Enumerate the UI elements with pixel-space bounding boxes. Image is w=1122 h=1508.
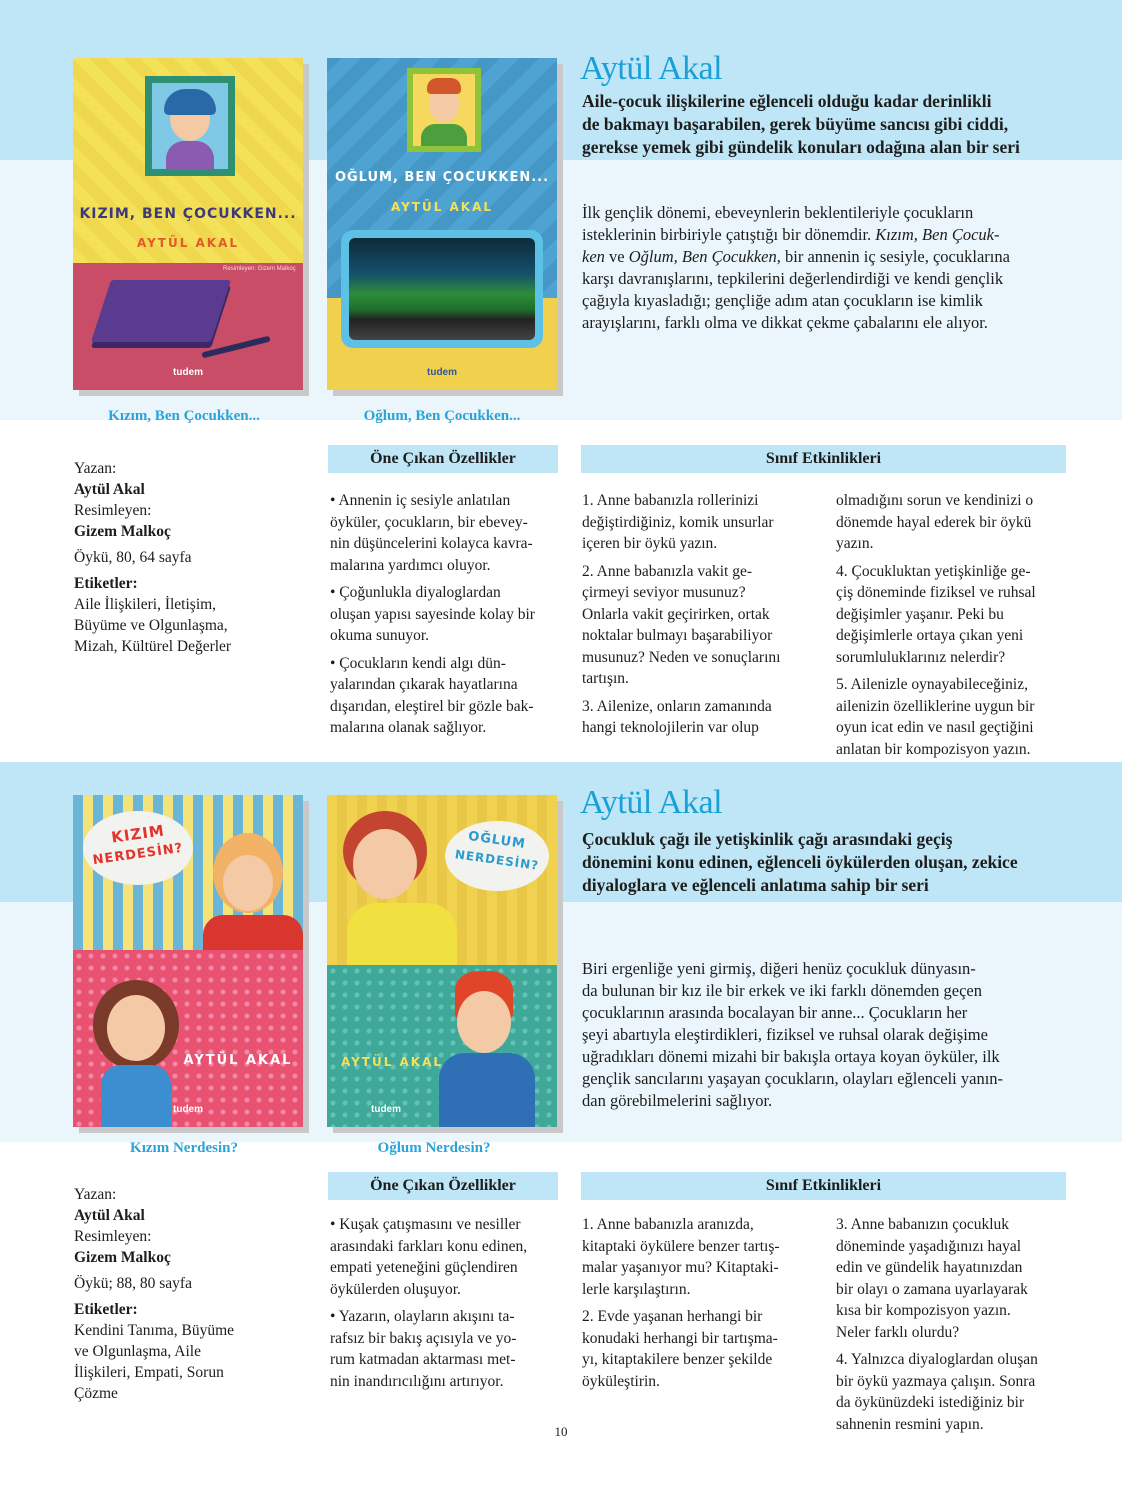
- book-info: Yazan: Aytül Akal Resimleyen: Gizem Malkoç Öykü, 80, 64 sayfa Etiketler: Aile İlişkileri, İletişim, Büyüme ve Olgunlaşma, Mizah, Kültürel Değerler: [74, 458, 284, 657]
- book-cover-kizim-nerdesin: [73, 795, 303, 1127]
- feature-item: • Annenin iç sesiyle anlatılan öyküler, çocukların, bir ebevey- nin düşüncelerini kolayca kavra- malarına yardımcı oluyor.: [330, 492, 533, 574]
- book-caption: Kızım Nerdesin?: [130, 1140, 238, 1156]
- cover-title: OĞLUM, BEN ÇOCUKKEN...: [334, 170, 550, 185]
- features-list: [330, 1214, 560, 1398]
- publisher-logo: tudem: [427, 367, 457, 378]
- publisher-logo: tudem: [173, 1104, 203, 1115]
- writer-name: Aytül Akal: [74, 1207, 145, 1224]
- portrait-frame: [407, 68, 481, 152]
- activity-item: 1. Anne babanızla rollerinizi değiştirdiğiniz, komik unsurlar içeren bir öykü yazın.: [582, 492, 774, 552]
- features-heading: Öne Çıkan Özellikler: [328, 1172, 558, 1200]
- activity-item: 2. Anne babanızla vakit ge- çirmeyi seviyor musunuz? Onlarla vakit geçirirken, ortak noktalar bulmayı başarabiliyor musunuz? Neden ve sonuçlarını tartışın.: [582, 562, 781, 687]
- page-number: 10: [554, 1424, 568, 1439]
- book-meta: Öykü, 80, 64 sayfa: [74, 549, 192, 566]
- illustrator-name: Gizem Malkoç: [74, 1249, 171, 1266]
- illustrator-name: Gizem Malkoç: [74, 523, 171, 540]
- cover-author: AYTÜL AKAL: [183, 1053, 293, 1068]
- cover-author: AYTÜL AKAL: [390, 200, 494, 214]
- book-caption: Oğlum, Ben Çocukken...: [363, 408, 521, 424]
- activities-column-1: [582, 490, 822, 745]
- series-subtitle: Çocukluk çağı ile yetişkinlik çağı arasındaki geçiş dönemini konu edinen, eğlenceli öykülerden oluşan, zekice diyaloglara ve eğlenceli anlatıma sahip bir seri: [582, 829, 1018, 895]
- features-list: [330, 490, 560, 745]
- activity-item: 5. Ailenizle oynayabileceğiniz, ailenizin özelliklerine uygun bir oyun icat edin ve nasıl geçtiğini anlatan bir kompozisyon yazın.: [836, 676, 1035, 758]
- book-meta: Öykü; 88, 80 sayfa: [74, 1275, 192, 1292]
- cover-title-line-2: NERDESİN?: [454, 847, 540, 873]
- tags-label: Etiketler:: [74, 1301, 138, 1318]
- activities-column-2: [836, 490, 1076, 766]
- book-cover-kizim-ben-cocukken: [73, 58, 303, 390]
- feature-item: • Yazarın, olayların akışını ta- rafsız bir bakış açısıyla ve yo- rum katmadan aktarması met- nin inandırıcılığını artırıyor.: [330, 1308, 517, 1390]
- series-description: İlk gençlik dönemi, ebeveynlerin beklentileriyle çocukların isteklerinin birbiriyle çatıştığı bir dönemdir. Kızım, Ben Çocuk- ken ve Oğlum, Ben Çocukken, bir annenin iç sesiyle, çocuklarına karşı davranışlarını, tepkilerini değerlendirdiği ve kendi gençlik çağıyla kıyasladığı; gençliğe adım atan çocukların ise kimlik arayışlarını, farklı olma ve dikkat çekme çabalarını ele alıyor.: [582, 203, 1010, 332]
- activity-item: 4. Yalnızca diyaloglardan oluşan bir öykü yazmaya çalışın. Sonra da öykünüzdeki istediğiniz bir sahnenin resmini yapın.: [836, 1351, 1038, 1433]
- publisher-logo: tudem: [173, 367, 203, 378]
- activity-item: 3. Ailenize, onların zamanında hangi teknolojilerin var olup: [582, 697, 772, 736]
- book-caption: Oğlum Nerdesin?: [377, 1140, 491, 1156]
- publisher-logo: tudem: [371, 1104, 401, 1115]
- feature-item: • Çocukların kendi algı dün- yalarından çıkarak hayatlarına dışarıdan, eleştirel bir gözle bak- malarına olanak sağlıyor.: [330, 654, 534, 736]
- series-description: Biri ergenliğe yeni girmiş, diğeri henüz çocukluk dünyasın- da bulunan bir kız ile bir erkek ve iki farklı dönemden geçen çocuklarının arasında bocalayan bir anne... Çocukların her şeyi abartıyla eleştirdikleri, fiziksel ve ruhsal olarak değişime uğradıkları dönemi mizahi bir bakışla ortaya koyan öyküler, ilk gençlik sancılarını yaşayan çocukların, olayları eğlenceli yanın- dan görebilmelerini sağlıyor.: [582, 959, 1004, 1110]
- series-subtitle: Aile-çocuk ilişkilerine eğlenceli olduğu kadar derinlikli de bakmayı başarabilen, gerek büyüme sancısı gibi ciddi, gerekse yemek gibi gündelik konuları odağına alan bir seri: [582, 91, 1020, 157]
- activity-item: 2. Evde yaşanan herhangi bir konudaki herhangi bir tartışma- yı, kitaptakilere benzer şekilde öyküleştirin.: [582, 1308, 778, 1390]
- diary-book: [91, 280, 231, 342]
- portrait-frame: [145, 76, 235, 176]
- tv-screen: [341, 230, 543, 348]
- feature-item: • Çoğunlukla diyaloglardan oluşan yapısı sayesinde kolay bir okuma sunuyor.: [330, 584, 535, 644]
- cover-title-line-1: OĞLUM: [467, 829, 527, 852]
- book-caption: Kızım, Ben Çocukken...: [108, 408, 260, 424]
- features-heading: Öne Çıkan Özellikler: [328, 445, 558, 473]
- activity-item: olmadığını sorun ve kendinizi o dönemde hayal ederek bir öykü yazın.: [836, 492, 1034, 552]
- cover-title: KIZIM, BEN ÇOCUKKEN...: [79, 206, 297, 222]
- activities-heading: Sınıf Etkinlikleri: [581, 1172, 1066, 1200]
- cover-title-line-1: KIZIM: [110, 821, 166, 847]
- feature-item: • Kuşak çatışmasını ve nesiller arasındaki farkları konu edinen, empati yeteneğini güçlendiren öykülerden oluşuyor.: [330, 1216, 528, 1298]
- cover-title-line-2: NERDESİN?: [91, 840, 185, 869]
- book-info: Yazan: Aytül Akal Resimleyen: Gizem Malkoç Öykü; 88, 80 sayfa Etiketler: Kendini Tanıma, Büyüme ve Olgunlaşma, Aile İlişkileri, Empati, Sorun Çözme: [74, 1184, 284, 1404]
- activities-heading: Sınıf Etkinlikleri: [581, 445, 1066, 473]
- cover-author: AYTÜL AKAL: [340, 1055, 444, 1069]
- cover-illustrator: Resimleyen: Gizem Malkoç: [223, 266, 296, 272]
- series-title: Aytül Akal: [580, 50, 723, 87]
- writer-name: Aytül Akal: [74, 481, 145, 498]
- activity-item: 3. Anne babanızın çocukluk döneminde yaşadığınızı hayal edin ve gündelik hayatınızdan bir olayı o zamana uyarlayarak kısa bir kompozisyon yazın. Neler farklı olurdu?: [836, 1216, 1028, 1341]
- cover-author: AYTÜL AKAL: [136, 236, 240, 250]
- book-cover-oglum-ben-cocukken: [327, 58, 557, 390]
- book-cover-oglum-nerdesin: [327, 795, 557, 1127]
- series-title: Aytül Akal: [580, 784, 723, 821]
- activities-column-1: [582, 1214, 822, 1398]
- activities-column-2: [836, 1214, 1076, 1441]
- activity-item: 4. Çocukluktan yetişkinliğe ge- çiş döneminde fiziksel ve ruhsal değişimler yaşanır. Peki bu değişimlerle ortaya çıkan yeni sorumluluklarınız nelerdir?: [836, 562, 1036, 666]
- tags-label: Etiketler:: [74, 575, 138, 592]
- activity-item: 1. Anne babanızla aranızda, kitaptaki öykülere benzer tartış- malar yaşanıyor mu? Kitaptaki- lerle karşılaştırın.: [582, 1216, 780, 1298]
